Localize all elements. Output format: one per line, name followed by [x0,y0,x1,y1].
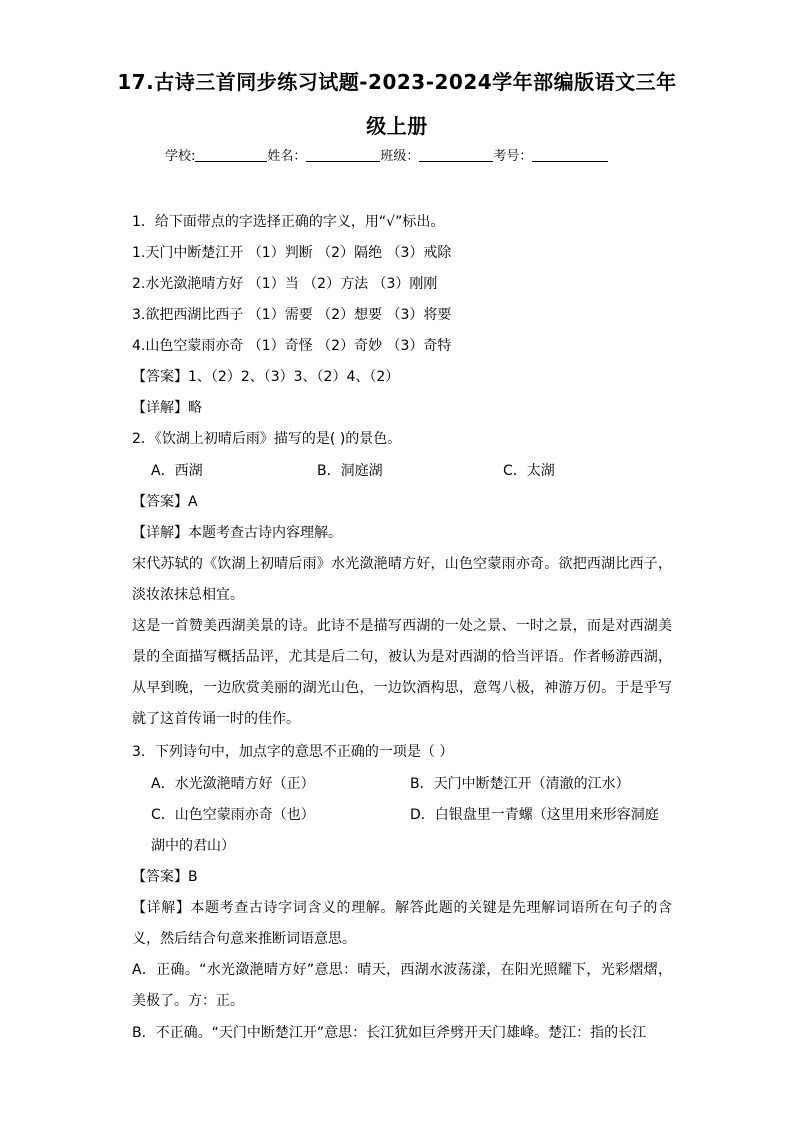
q2-stem: 2．《饮湖上初晴后雨》描写的是( )的景色。 [132,431,402,447]
number-blank [532,147,608,162]
q3-option-a: A．水光潋滟晴方好（正） [151,776,315,792]
page-title: 17.古诗三首同步练习试题-2023-2024学年部编版语文三年 [117,70,677,94]
q3-option-b: B．天门中断楚江开（清澈的江水） [410,776,630,792]
q2-paragraph-1: 宋代苏轼的《饮湖上初晴后雨》水光潋滟晴方好，山色空蒙雨亦奇。欲把西湖比西子，淡妆浓抹总相宜。 [132,556,672,603]
q1-item-2: 2.水光潋滟晴方好 （1）当 （2）方法 （3）刚刚 [132,276,438,292]
q1-stem: 1．给下面带点的字选择正确的字义，用“√”标出。 [132,214,445,230]
class-blank [419,147,493,162]
name-blank [306,147,380,162]
q3-stem: 3．下列诗句中，加点字的意思不正确的一项是（ ） [132,744,454,760]
q1-detail: 【详解】略 [132,400,202,416]
page-title-continued: 级上册 [366,114,428,138]
school-blank [195,147,267,162]
q3-explain-a: A．正确。“水光潋滟晴方好”意思：晴天，西湖水波荡漾，在阳光照耀下，光彩熠熠，美极了。方：正。 [132,962,672,1009]
student-info-row [165,145,608,164]
q3-option-d: D．白银盘里一青螺（这里用来形容洞庭 [410,807,659,823]
q3-answer: 【答案】B [132,869,198,885]
q2-detail: 【详解】本题考查古诗内容理解。 [132,525,342,541]
number-label: 考号： [493,149,533,164]
q2-option-a: A．西湖 [151,463,203,479]
q3-detail: 【详解】本题考查古诗字词含义的理解。解答此题的关键是先理解词语所在句子的含义，然后结合句意来推断词语意思。 [132,900,672,947]
name-label: 姓名： [267,149,307,164]
q1-item-1: 1.天门中断楚江开 （1）判断 （2）隔绝 （3）戒除 [132,245,452,261]
q2-answer: 【答案】A [132,494,198,510]
q1-answer: 【答案】1、（2）2、（3）3、（2）4、（2） [132,369,400,385]
q3-explain-b: B．不正确。“天门中断楚江开”意思：长江犹如巨斧劈开天门雄峰。楚江：指的长江 [132,1025,647,1041]
q3-option-c: C．山色空蒙雨亦奇（也） [151,807,315,823]
q2-option-b: B．洞庭湖 [317,463,383,479]
q1-item-4: 4.山色空蒙雨亦奇 （1）奇怪 （2）奇妙 （3）奇特 [132,338,452,354]
class-label: 班级： [380,149,420,164]
q1-item-3: 3.欲把西湖比西子 （1）需要 （2）想要 （3）将要 [132,307,452,323]
q2-paragraph-2: 这是一首赞美西湖美景的诗。此诗不是描写西湖的一处之景、一时之景，而是对西湖美景的全面描写概括品评，尤其是后二句，被认为是对西湖的恰当评语。作者畅游西湖，从早到晚，一边欣赏美丽的湖光山色，一边饮酒构思，意驾八极，神游万仞。于是乎写就了这首传诵一时的佳作。 [132,618,672,727]
school-label: 学校: [165,149,196,164]
q3-option-d-continued: 湖中的君山） [151,838,235,854]
q2-option-c: C．太湖 [503,463,555,479]
